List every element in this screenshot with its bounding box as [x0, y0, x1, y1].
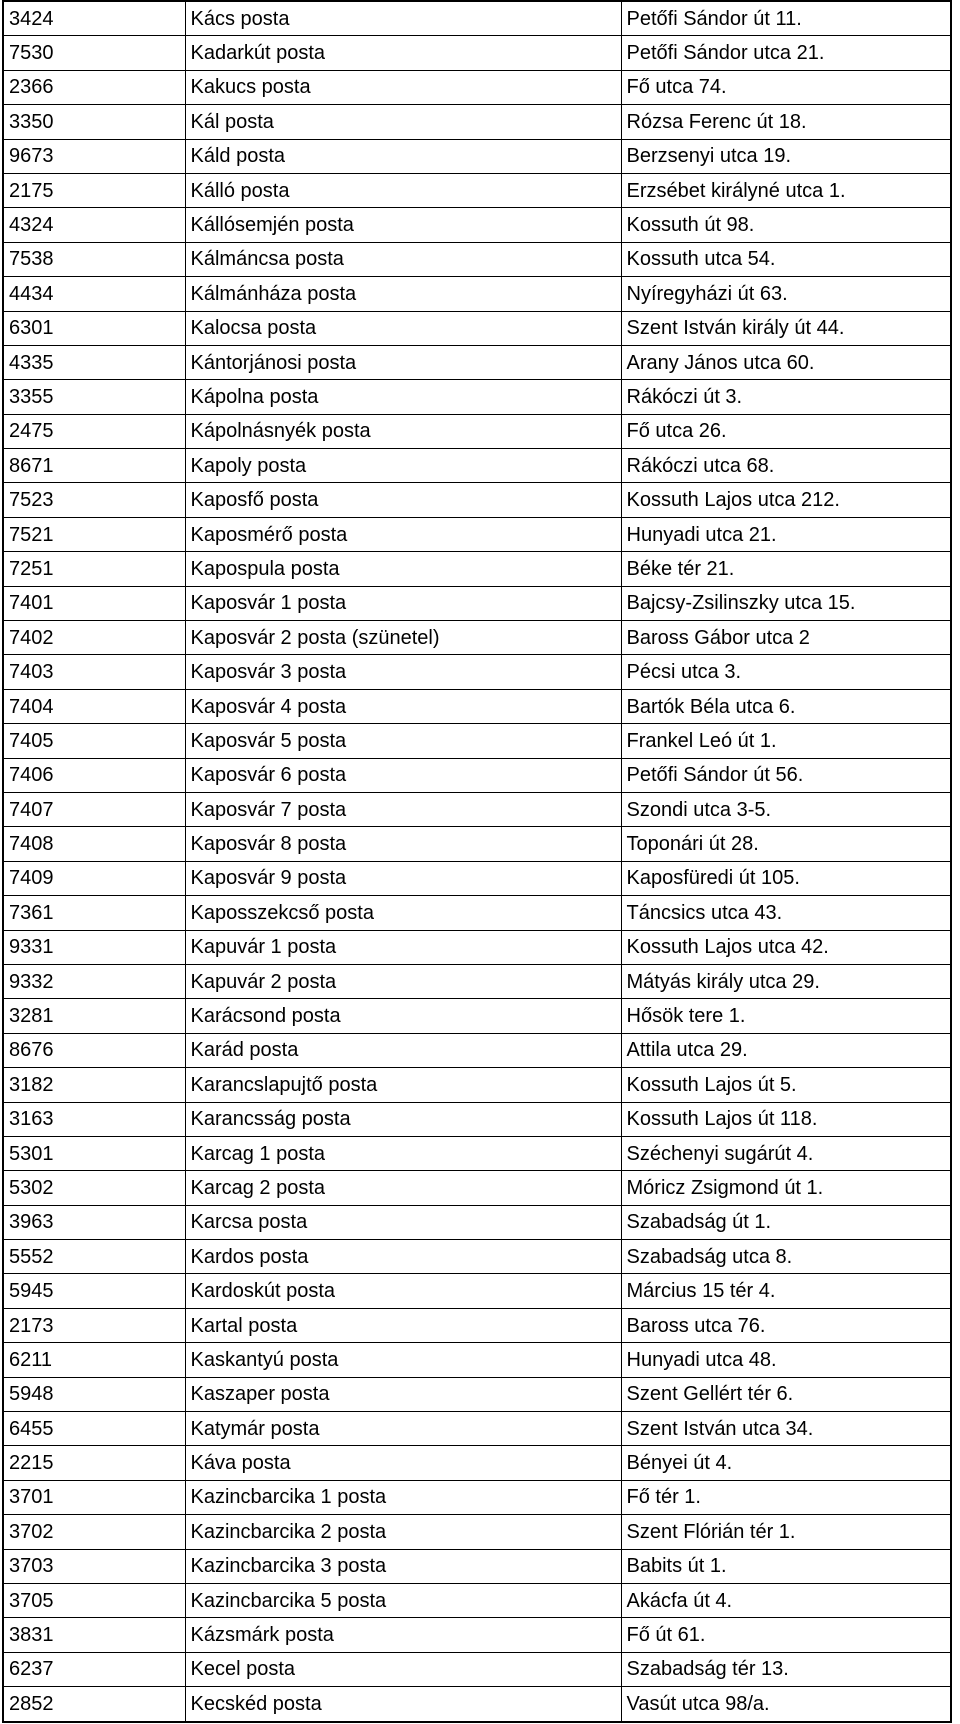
post-office-name-cell: Kazincbarcika 1 posta: [185, 1480, 621, 1514]
post-office-name-cell: Kapuvár 2 posta: [185, 964, 621, 998]
postal-code-cell: 7402: [3, 621, 185, 655]
postal-code-cell: 9332: [3, 964, 185, 998]
table-row: [3, 139, 951, 173]
address-cell: Fő út 61.: [621, 1618, 951, 1652]
postal-code-cell: 3281: [3, 999, 185, 1033]
address-cell: Kaposfüredi út 105.: [621, 861, 951, 895]
postal-code-cell: 7409: [3, 861, 185, 895]
postal-code-cell: 7405: [3, 724, 185, 758]
table-row: [3, 1240, 951, 1274]
address-cell: Szabadság utca 8.: [621, 1240, 951, 1274]
postal-code-cell: 9331: [3, 930, 185, 964]
address-cell: Arany János utca 60.: [621, 345, 951, 379]
table-row: [3, 1171, 951, 1205]
post-office-name-cell: Karácsond posta: [185, 999, 621, 1033]
postal-code-cell: 7538: [3, 242, 185, 276]
post-office-name-cell: Kaposfő posta: [185, 483, 621, 517]
table-row: [3, 1343, 951, 1377]
table-row: [3, 242, 951, 276]
table-row: [3, 1480, 951, 1514]
address-cell: Kossuth Lajos út 118.: [621, 1102, 951, 1136]
post-office-name-cell: Karcsa posta: [185, 1205, 621, 1239]
address-cell: Attila utca 29.: [621, 1033, 951, 1067]
address-cell: Fő tér 1.: [621, 1480, 951, 1514]
postal-code-cell: 6211: [3, 1343, 185, 1377]
post-office-name-cell: Kápolnásnyék posta: [185, 414, 621, 448]
address-cell: Petőfi Sándor utca 21.: [621, 36, 951, 70]
address-cell: Béke tér 21.: [621, 552, 951, 586]
post-office-name-cell: Kaposvár 9 posta: [185, 861, 621, 895]
table-row: [3, 724, 951, 758]
address-cell: Kossuth Lajos utca 212.: [621, 483, 951, 517]
address-cell: Petőfi Sándor út 11.: [621, 1, 951, 36]
table-row: [3, 380, 951, 414]
post-office-name-cell: Karancslapujtő posta: [185, 1068, 621, 1102]
table-row: [3, 1102, 951, 1136]
post-office-name-cell: Kapoly posta: [185, 449, 621, 483]
post-office-name-cell: Kadarkút posta: [185, 36, 621, 70]
table-row: [3, 758, 951, 792]
table-row: [3, 414, 951, 448]
address-cell: Baross utca 76.: [621, 1308, 951, 1342]
table-row: [3, 1308, 951, 1342]
post-office-name-cell: Karcag 2 posta: [185, 1171, 621, 1205]
address-cell: Hősök tere 1.: [621, 999, 951, 1033]
post-office-name-cell: Kántorjánosi posta: [185, 345, 621, 379]
postal-code-cell: 7251: [3, 552, 185, 586]
post-office-table: [2, 0, 952, 1723]
post-office-name-cell: Kápolna posta: [185, 380, 621, 414]
address-cell: Fő utca 74.: [621, 70, 951, 104]
post-office-name-cell: Kaposvár 3 posta: [185, 655, 621, 689]
postal-code-cell: 3702: [3, 1515, 185, 1549]
postal-code-cell: 7361: [3, 896, 185, 930]
post-office-name-cell: Kardoskút posta: [185, 1274, 621, 1308]
table-row: [3, 311, 951, 345]
address-cell: Móricz Zsigmond út 1.: [621, 1171, 951, 1205]
postal-code-cell: 3350: [3, 105, 185, 139]
table-row: [3, 827, 951, 861]
post-office-name-cell: Karcag 1 posta: [185, 1136, 621, 1170]
postal-code-cell: 9673: [3, 139, 185, 173]
postal-code-cell: 7403: [3, 655, 185, 689]
table-row: [3, 1136, 951, 1170]
table-row: [3, 277, 951, 311]
postal-code-cell: 7406: [3, 758, 185, 792]
table-row: [3, 1549, 951, 1583]
postal-code-cell: 3703: [3, 1549, 185, 1583]
table-row: [3, 861, 951, 895]
address-cell: Szent István utca 34.: [621, 1412, 951, 1446]
post-office-name-cell: Káva posta: [185, 1446, 621, 1480]
post-office-name-cell: Kállósemjén posta: [185, 208, 621, 242]
address-cell: Szent Flórián tér 1.: [621, 1515, 951, 1549]
address-cell: Petőfi Sándor út 56.: [621, 758, 951, 792]
table-row: [3, 1652, 951, 1686]
address-cell: Erzsébet királyné utca 1.: [621, 173, 951, 207]
address-cell: Mátyás király utca 29.: [621, 964, 951, 998]
address-cell: Frankel Leó út 1.: [621, 724, 951, 758]
table-row: [3, 1515, 951, 1549]
postal-code-cell: 7407: [3, 792, 185, 826]
postal-code-cell: 7408: [3, 827, 185, 861]
postal-code-cell: 6301: [3, 311, 185, 345]
post-office-name-cell: Kaszaper posta: [185, 1377, 621, 1411]
post-office-name-cell: Kalocsa posta: [185, 311, 621, 345]
address-cell: Babits út 1.: [621, 1549, 951, 1583]
table-row: [3, 517, 951, 551]
postal-code-cell: 7521: [3, 517, 185, 551]
post-office-name-cell: Kaposvár 7 posta: [185, 792, 621, 826]
post-office-name-cell: Kaposszekcső posta: [185, 896, 621, 930]
address-cell: Hunyadi utca 48.: [621, 1343, 951, 1377]
post-office-name-cell: Kázsmárk posta: [185, 1618, 621, 1652]
address-cell: Toponári út 28.: [621, 827, 951, 861]
table-row: [3, 208, 951, 242]
postal-code-cell: 2175: [3, 173, 185, 207]
postal-code-cell: 5945: [3, 1274, 185, 1308]
address-cell: Kossuth Lajos utca 42.: [621, 930, 951, 964]
address-cell: Bényei út 4.: [621, 1446, 951, 1480]
post-office-name-cell: Kál posta: [185, 105, 621, 139]
postal-code-cell: 2475: [3, 414, 185, 448]
table-row: [3, 70, 951, 104]
table-body: [3, 1, 951, 1722]
post-office-name-cell: Kapuvár 1 posta: [185, 930, 621, 964]
post-office-name-cell: Kazincbarcika 5 posta: [185, 1583, 621, 1617]
post-office-name-cell: Kardos posta: [185, 1240, 621, 1274]
postal-code-cell: 8671: [3, 449, 185, 483]
address-cell: Március 15 tér 4.: [621, 1274, 951, 1308]
post-office-name-cell: Karád posta: [185, 1033, 621, 1067]
table-row: [3, 999, 951, 1033]
post-office-name-cell: Kaposvár 4 posta: [185, 689, 621, 723]
address-cell: Táncsics utca 43.: [621, 896, 951, 930]
table-row: [3, 896, 951, 930]
post-office-name-cell: Kartal posta: [185, 1308, 621, 1342]
table-row: [3, 173, 951, 207]
address-cell: Szabadság út 1.: [621, 1205, 951, 1239]
postal-code-cell: 3424: [3, 1, 185, 36]
address-cell: Rákóczi utca 68.: [621, 449, 951, 483]
postal-code-cell: 7404: [3, 689, 185, 723]
table-row: [3, 689, 951, 723]
address-cell: Rákóczi út 3.: [621, 380, 951, 414]
address-cell: Széchenyi sugárút 4.: [621, 1136, 951, 1170]
address-cell: Vasút utca 98/a.: [621, 1687, 951, 1722]
address-cell: Baross Gábor utca 2: [621, 621, 951, 655]
address-cell: Kossuth Lajos út 5.: [621, 1068, 951, 1102]
postal-code-cell: 4335: [3, 345, 185, 379]
post-office-name-cell: Kaposvár 5 posta: [185, 724, 621, 758]
post-office-name-cell: Kaposvár 1 posta: [185, 586, 621, 620]
postal-code-cell: 8676: [3, 1033, 185, 1067]
table-row: [3, 1618, 951, 1652]
postal-code-cell: 4434: [3, 277, 185, 311]
post-office-name-cell: Kaposvár 8 posta: [185, 827, 621, 861]
post-office-name-cell: Kálmánháza posta: [185, 277, 621, 311]
table-row: [3, 930, 951, 964]
table-row: [3, 449, 951, 483]
table-row: [3, 792, 951, 826]
address-cell: Szondi utca 3-5.: [621, 792, 951, 826]
table-row: [3, 1205, 951, 1239]
table-row: [3, 105, 951, 139]
address-cell: Nyíregyházi út 63.: [621, 277, 951, 311]
postal-code-cell: 3701: [3, 1480, 185, 1514]
address-cell: Bartók Béla utca 6.: [621, 689, 951, 723]
table-row: [3, 964, 951, 998]
address-cell: Pécsi utca 3.: [621, 655, 951, 689]
table-row: [3, 1446, 951, 1480]
address-cell: Kossuth utca 54.: [621, 242, 951, 276]
postal-code-cell: 3163: [3, 1102, 185, 1136]
postal-code-cell: 7523: [3, 483, 185, 517]
postal-code-cell: 6237: [3, 1652, 185, 1686]
address-cell: Szent István király út 44.: [621, 311, 951, 345]
postal-code-cell: 2173: [3, 1308, 185, 1342]
postal-code-cell: 3705: [3, 1583, 185, 1617]
postal-code-cell: 3963: [3, 1205, 185, 1239]
address-cell: Fő utca 26.: [621, 414, 951, 448]
postal-code-cell: 3355: [3, 380, 185, 414]
address-cell: Berzsenyi utca 19.: [621, 139, 951, 173]
table-row: [3, 1583, 951, 1617]
post-office-name-cell: Kaposmérő posta: [185, 517, 621, 551]
postal-code-cell: 7530: [3, 36, 185, 70]
table-row: [3, 1068, 951, 1102]
post-office-name-cell: Kecskéd posta: [185, 1687, 621, 1722]
post-office-name-cell: Kaposvár 2 posta (szünetel): [185, 621, 621, 655]
table-row: [3, 586, 951, 620]
table-row: [3, 1687, 951, 1722]
table-row: [3, 483, 951, 517]
table-row: [3, 1377, 951, 1411]
postal-code-cell: 5948: [3, 1377, 185, 1411]
address-cell: Kossuth út 98.: [621, 208, 951, 242]
post-office-name-cell: Káld posta: [185, 139, 621, 173]
post-office-name-cell: Kecel posta: [185, 1652, 621, 1686]
postal-code-cell: 3182: [3, 1068, 185, 1102]
address-cell: Akácfa út 4.: [621, 1583, 951, 1617]
postal-code-cell: 5301: [3, 1136, 185, 1170]
post-office-name-cell: Katymár posta: [185, 1412, 621, 1446]
postal-code-cell: 6455: [3, 1412, 185, 1446]
address-cell: Bajcsy-Zsilinszky utca 15.: [621, 586, 951, 620]
post-office-name-cell: Kapospula posta: [185, 552, 621, 586]
postal-code-cell: 3831: [3, 1618, 185, 1652]
table-row: [3, 36, 951, 70]
postal-code-cell: 4324: [3, 208, 185, 242]
table-row: [3, 621, 951, 655]
table-row: [3, 552, 951, 586]
address-cell: Szabadság tér 13.: [621, 1652, 951, 1686]
table-row: [3, 655, 951, 689]
post-office-name-cell: Kaskantyú posta: [185, 1343, 621, 1377]
postal-code-cell: 7401: [3, 586, 185, 620]
address-cell: Hunyadi utca 21.: [621, 517, 951, 551]
post-office-name-cell: Kazincbarcika 2 posta: [185, 1515, 621, 1549]
postal-code-cell: 2852: [3, 1687, 185, 1722]
table-row: [3, 1412, 951, 1446]
post-office-name-cell: Kaposvár 6 posta: [185, 758, 621, 792]
postal-code-cell: 2366: [3, 70, 185, 104]
post-office-name-cell: Kálló posta: [185, 173, 621, 207]
post-office-name-cell: Kács posta: [185, 1, 621, 36]
table-row: [3, 1274, 951, 1308]
post-office-name-cell: Kakucs posta: [185, 70, 621, 104]
address-cell: Szent Gellért tér 6.: [621, 1377, 951, 1411]
address-cell: Rózsa Ferenc út 18.: [621, 105, 951, 139]
post-office-name-cell: Karancsság posta: [185, 1102, 621, 1136]
postal-code-cell: 2215: [3, 1446, 185, 1480]
table-row: [3, 1033, 951, 1067]
postal-code-cell: 5302: [3, 1171, 185, 1205]
table-row: [3, 345, 951, 379]
table-row: [3, 1, 951, 36]
postal-code-cell: 5552: [3, 1240, 185, 1274]
post-office-name-cell: Kazincbarcika 3 posta: [185, 1549, 621, 1583]
post-office-name-cell: Kálmáncsa posta: [185, 242, 621, 276]
